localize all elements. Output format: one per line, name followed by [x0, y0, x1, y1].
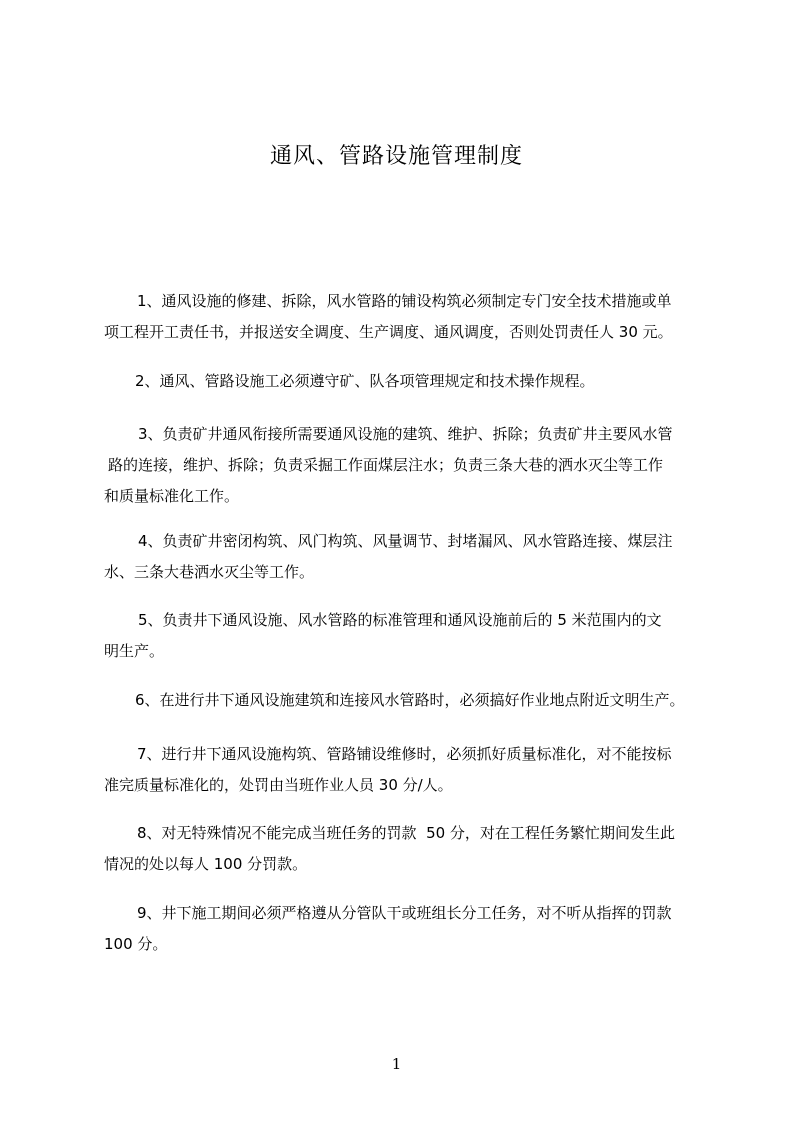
- clause-7-line-2: 准完质量标准化的，处罚由当班作业人员 30 分/人。: [104, 776, 453, 794]
- clause-3-line-2: 路的连接，维护、拆除；负责采掘工作面煤层注水；负责三条大巷的洒水灭尘等工作: [108, 456, 664, 474]
- clause-5: [104, 605, 719, 667]
- clause-9-line-1: 9、井下施工期间必须严格遵从分管队干或班组长分工任务，对不听从指挥的罚款: [137, 904, 672, 922]
- clause-3: [104, 419, 719, 512]
- clause-8: [104, 818, 719, 880]
- clause-1: [104, 286, 719, 348]
- clause-5-line-1: 5、负责井下通风设施、风水管路的标准管理和通风设施前后的 5 米范围内的文: [138, 611, 662, 629]
- clause-5-line-2: 明生产。: [104, 642, 165, 660]
- clause-2-line-1: 2、通风、管路设施工必须遵守矿、队各项管理规定和技术操作规程。: [135, 372, 595, 390]
- clause-2: [104, 366, 719, 397]
- clause-4: [104, 526, 719, 588]
- clause-1-line-1: 1、通风设施的修建、拆除，风水管路的铺设构筑必须制定专门安全技术措施或单: [137, 292, 672, 310]
- clause-7: [104, 739, 719, 801]
- clause-9: [104, 898, 719, 960]
- clause-8-line-2: 情况的处以每人 100 分罚款。: [104, 855, 308, 873]
- clause-6: [104, 685, 719, 716]
- clause-6-line-1: 6、在进行井下通风设施建筑和连接风水管路时，必须搞好作业地点附近文明生产。: [135, 691, 685, 709]
- clause-1-line-2: 项工程开工责任书，并报送安全调度、生产调度、通风调度，否则处罚责任人 30 元。: [104, 323, 673, 341]
- clause-9-line-2: 100 分。: [104, 935, 168, 953]
- clause-7-line-1: 7、进行井下通风设施构筑、管路铺设维修时，必须抓好质量标准化，对不能按标: [137, 745, 672, 763]
- clause-4-line-1: 4、负责矿井密闭构筑、风门构筑、风量调节、封堵漏风、风水管路连接、煤层注: [138, 532, 673, 550]
- page-number: 1: [391, 1055, 402, 1073]
- document-title: 通风、管路设施管理制度: [269, 144, 523, 169]
- clause-8-line-1: 8、对无特殊情况不能完成当班任务的罚款 50 分，对在工程任务繁忙期间发生此: [137, 824, 675, 842]
- clause-3-line-3: 和质量标准化工作。: [104, 487, 240, 505]
- clause-3-line-1: 3、负责矿井通风衔接所需要通风设施的建筑、维护、拆除；负责矿井主要风水管: [138, 425, 673, 443]
- clause-4-line-2: 水、三条大巷洒水灭尘等工作。: [104, 563, 315, 581]
